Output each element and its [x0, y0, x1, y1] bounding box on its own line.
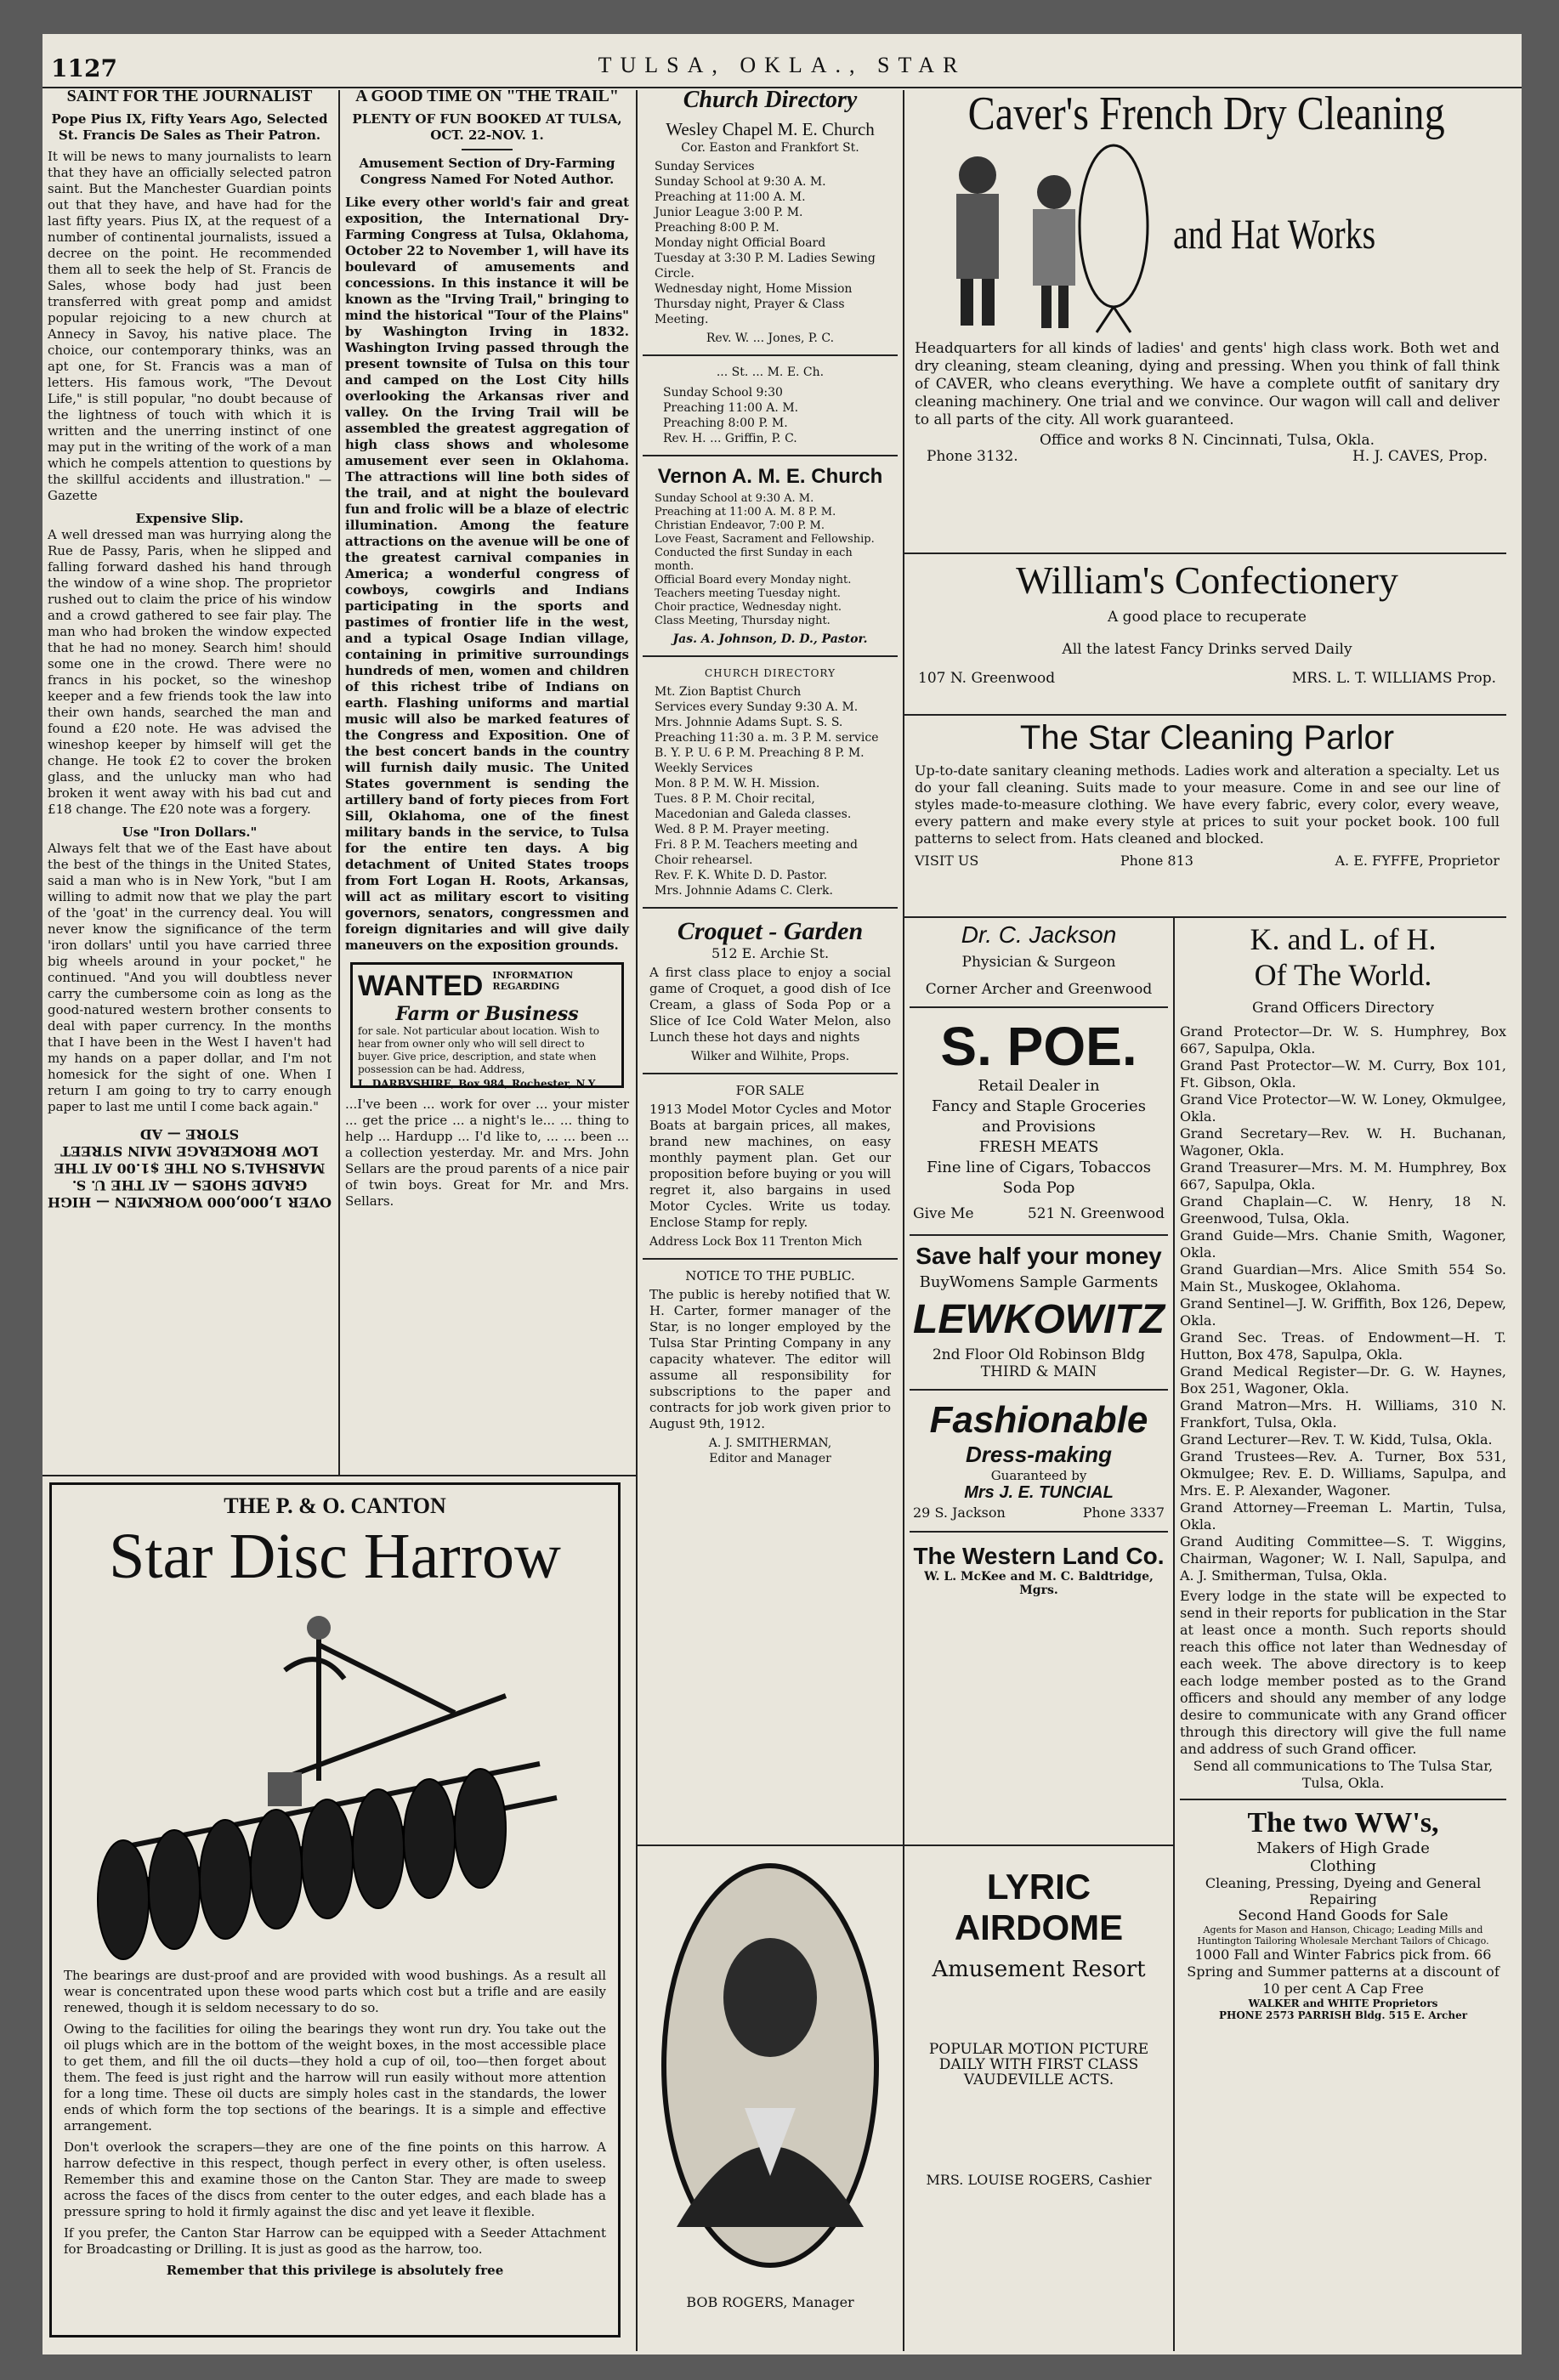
lyric-line-1: POPULAR MOTION PICTURE — [928, 2041, 1149, 2058]
officer-entry: Grand Lecturer—Rev. T. W. Kidd, Tulsa, Okla. — [1180, 1431, 1493, 1448]
lyric-cashier: MRS. LOUISE ROGERS, Cashier — [926, 2172, 1152, 2188]
poe-line: and Provisions — [982, 1118, 1096, 1136]
officer-entry: Grand Medical Register—Dr. G. W. Haynes, Box 251, Wagoner, Okla. — [1180, 1363, 1506, 1397]
poe-line: Fine line of Cigars, Tobaccos — [927, 1159, 1151, 1176]
ww-proprietors: WALKER and WHITE Proprietors — [1248, 1998, 1438, 2009]
caver-phone: Phone 3132. — [927, 448, 1018, 465]
wesley-name: Wesley Chapel M. E. Church — [666, 119, 875, 139]
wanted-title: WANTED — [358, 970, 484, 1002]
trail-subhead: PLENTY OF FUN BOOKED AT TULSA, OCT. 22-NOV. 1. — [352, 111, 622, 143]
ww-line-3: Cleaning, Pressing, Dyeing and General Repairing — [1205, 1875, 1482, 1907]
poe-line: Fancy and Staple Groceries — [932, 1097, 1146, 1115]
jackson-address: Corner Archer and Greenwood — [925, 981, 1153, 998]
trail-article: Like every other world's fair and great exposition, the International Dry-Farming Congress at Tulsa, Oklahoma, October 22 to November 1, will have its boulevard of amusements and concessions. In this instance it will be known as the "Irving Trail," bringing to mind the historical "Tour of the Plains" by Washington Irving in 1832. Washington Irving passed through the present townsite of Tulsa on this tour and camped on the Lost City hills overlooking the Arkansas river and valley. On the Irving Trail will be assembled the greatest aggregation of high class shows and wholesome amusement ever seen in Oklahoma. The attractions will line both sides of the trail, and at night the boulevard fun and frolic will be a blaze of electric illumination. Among the feature attractions on the avenue will be one of the greatest carnival companies in America; a wonderful congress of cowboys, cowgirls and Indians participating in the sports and pastimes of frontier life in the west, and a typical Osage Indian village, containing in primitive surroundings hundreds of men, women and children of this richest tribe of Indians on earth. Flashing uniforms and martial music will also be marked features of the Congress and Exposition. One of the best concert bands in the country will furnish daily music. The United States government is sending the artillery band of forty pieces from Fort Sill, Oklahoma, one of the finest military bands in the service, to Tulsa for the entire ten days. A big detachment of United States troops from Fort Logan H. Roots, Arkansas, will act as military escort to visiting governors, senators, congressmen and foreign dignitaries and will give daily maneuvers on the exposition grounds. — [345, 195, 629, 953]
ww-title: The two WW's, — [1247, 1807, 1439, 1839]
slip-article: A well dressed man was hurrying along the Rue de Passy, Paris, when he slipped and falling forward dashed his hand through the window of a wine shop. The proprietor rushed out to claim the price of his window and a crowd gathered to see fair play. The man who had broken the window expected that he had no money. Search him! should some one in the crowd. There were no francs in his pocket, so the wineshop keeper and a few friends took the law into their own hands, searched the man and found a £20 note. He was advised the wineshop keeper by himself will get the change. He took £2 to cover the broken glass, and the unlucky man who had broken it went away with his bad cut and £18 change. The £20 note was a forgery. — [48, 527, 332, 817]
page-number: 1127 — [51, 54, 117, 82]
vernon-pastor: Jas. A. Johnson, D. D., Pastor. — [672, 632, 868, 646]
poe-line: Soda Pop — [1002, 1179, 1075, 1197]
vernon-services — [655, 492, 886, 628]
harrow-bearings: The bearings are dust-proof and are provided with wood bushings. As a result all wear is concentrated upon these wood parts which cost but a trifle and are easily renewed, though it is seldom necessary to do so. — [64, 1968, 606, 2015]
fashionable-sub: Dress-making — [966, 1442, 1112, 1467]
saint-article: It will be news to many journalists to learn that they have an officially selected patron saint. But the Manchester Guardian points out that they have, and have had for the last fifty years. Pius IX, at the request of a number of continental journalists, issued a decree on the point. He recommended them all to seek the help of St. Francis de Sales, whose body had just been transferred with great pomp and amidst popular rejoicing to a new church at Annecy in Savoy, his native place. The choice, our contemporary thinks, was an apt one, for St. Francis was a man of letters. His famous work, "The Devout Life," is still popular, "no doubt because of the lightness of touch with which it is written and the unerring instinct of one may put in the writing of the work of a man which he compels attention to questions by the skillful accidents and illustration." — Gazette — [48, 149, 332, 503]
lewkowitz-corner: THIRD & MAIN — [980, 1363, 1097, 1380]
masthead-bar — [43, 49, 1522, 88]
upside-down-ad: OVER 1,000,000 WORKMEN — HIGH GRADE SHOES — AT THE U. S. MARSHAL'S ON THE $1.00 AT THE LOW BROKERAGE MAIN STREET STORE — AD — [48, 1126, 332, 1210]
zion-services — [655, 684, 886, 898]
service-line: Sunday School at 9:30 A. M. — [655, 492, 814, 505]
trail-subhead-2: Amusement Section of Dry-Farming Congress Named For Noted Author. — [359, 156, 615, 187]
croquet-proprietors: Wilker and Wilhite, Props. — [690, 1050, 850, 1063]
trail-headline: A GOOD TIME ON "THE TRAIL" — [355, 87, 619, 105]
kl-title-1: K. and L. of H. — [1250, 922, 1437, 956]
croquet-address: 512 E. Archie St. — [711, 945, 830, 961]
ww-line-6: 1000 Fall and Winter Fabrics pick from. 66 Spring and Summer patterns at a discount of 10 per cent A Cap Free — [1187, 1946, 1499, 1997]
officer-entry: Grand Matron—Mrs. H. Williams, 310 N. Frankfort, Tulsa, Okla. — [1180, 1397, 1506, 1431]
notice-heading: NOTICE TO THE PUBLIC. — [685, 1268, 855, 1284]
fashionable-phone: Phone 3337 — [1082, 1504, 1165, 1521]
service-line: Sunday School 9:30 — [663, 386, 783, 400]
kl-officers — [1180, 1023, 1506, 1584]
service-line: Teachers meeting Tuesday night. — [655, 587, 841, 600]
newspaper-page — [43, 34, 1522, 2354]
cleaning-illustration — [918, 141, 1165, 337]
disc-harrow-illustration — [64, 1594, 608, 1968]
section-rule — [43, 1475, 636, 1476]
star-cleaning-text: Up-to-date sanitary cleaning methods. Ladies work and alteration a specialty. Let us do your fall cleaning. Suits made to your measure. Come in and see our line of styles made-to-measure clothing. We have every fabric, every color, every weave, every pattern and make every style at prices to suit your pocket book. 100 full patterns to select from. Hats cleaned and blocked. — [915, 762, 1499, 847]
williams-ad — [910, 558, 1505, 711]
fashionable-guaranteed: Guaranteed by — [990, 1468, 1087, 1483]
service-line: Choir practice, Wednesday night. — [655, 601, 842, 614]
divider — [643, 655, 898, 657]
service-line: Preaching 8:00 P. M. — [655, 221, 780, 235]
star-proprietor: A. E. FYFFE, Proprietor — [1335, 853, 1499, 869]
kl-send: Send all communications to The Tulsa Star, Tulsa, Okla. — [1193, 1758, 1494, 1791]
wanted-address: L. DARBYSHIRE, Box 984, Rochester, N.Y. — [358, 1078, 598, 1090]
service-line: B. Y. P. U. 6 P. M. Preaching 8 P. M. — [655, 746, 865, 760]
poe-line: Retail Dealer in — [978, 1077, 1100, 1095]
officer-entry: Grand Sentinel—J. W. Griffith, Box 126, Depew, Okla. — [1180, 1295, 1506, 1329]
lewkowitz-address: 2nd Floor Old Robinson Bldg — [932, 1346, 1146, 1363]
column-rule — [338, 90, 340, 1476]
service-line: Junior League 3:00 P. M. — [655, 206, 803, 219]
divider — [643, 354, 898, 356]
harrow-maker: THE P. & O. CANTON — [224, 1493, 446, 1518]
caver-proprietor: H. J. CAVES, Prop. — [1352, 448, 1488, 465]
lyric-line-3: VAUDEVILLE ACTS. — [963, 2071, 1114, 2088]
saint-subhead: Pope Pius IX, Fifty Years Ago, Selected St. Francis De Sales as Their Patron. — [51, 111, 328, 143]
portrait-oval — [643, 1853, 898, 2295]
lyric-title-2: AIRDOME — [954, 1907, 1124, 1947]
service-line: Thursday night, Prayer & Class Meeting. — [655, 298, 845, 326]
ww-line-5: Agents for Mason and Hanson, Chicago; Leading Mills and Huntington Tailoring Wholesale Merchant Tailors of Chicago. — [1197, 1924, 1489, 1946]
officer-entry: Grand Treasurer—Mrs. M. M. Humphrey, Box 667, Sapulpa, Okla. — [1180, 1159, 1506, 1193]
photo-caption: BOB ROGERS, Manager — [686, 2294, 854, 2310]
caver-ad — [910, 87, 1505, 546]
harrow-oiling: Owing to the facilities for oiling the bearings they wont run dry. You take out the oil plugs which are in the bottom of the weight boxes, in the most accessible place to get them, and fill the oil ducts—they hold a cup of oil, too—then forget about them. The feed is just right and the harrow will run easily without more attention for a long time. These oil ducts are simply holes cast in the standards, the lower ends of which form the top sections of the bearings. It is a simple and effective arrangement. — [64, 2021, 606, 2134]
lyric-subtitle: Amusement Resort — [932, 1957, 1146, 1982]
service-line: Wed. 8 P. M. Prayer meeting. — [655, 823, 830, 836]
wesley-location: Cor. Easton and Frankfort St. — [681, 141, 859, 155]
section-rule — [903, 552, 1506, 554]
poe-address: 521 N. Greenwood — [1027, 1205, 1165, 1222]
kl-title-2: Of The World. — [1254, 958, 1432, 992]
ww-line-2: Clothing — [1309, 1857, 1377, 1875]
ww-line-1: Makers of High Grade — [1256, 1839, 1430, 1857]
column-1 — [48, 87, 332, 1472]
poe-line: FRESH MEATS — [978, 1138, 1099, 1156]
notice-text: The public is hereby notified that W. H. Carter, former manager of the Star, is no longer employed by the Tulsa Star Printing Company in any capacity whatever. The editor will assume all responsibility for subscriptions to the paper and contracts for job work given prior to August 9th, 1912. — [649, 1287, 891, 1431]
column-4-middle — [910, 921, 1168, 1848]
wanted-side: INFORMATION REGARDING — [492, 970, 574, 992]
harrow-scrapers: Don't overlook the scrapers—they are one of the fine points on this harrow. A harrow defective in this respect, though perfect in every other, is often useless. Remember this and examine those on the Canton Star. They are made to sweep across the faces of the discs from center to the outer edges, and each blade has a pressure spring to hold it firmly against the disc and yet leave it flexible. — [64, 2139, 606, 2219]
section-rule — [903, 916, 1506, 918]
vernon-name: Vernon A. M. E. Church — [657, 465, 883, 488]
service-line: Monday night Official Board — [655, 236, 826, 250]
column-2 — [345, 87, 629, 1472]
wanted-text: for sale. Not particular about location. Wish to hear from owner only who will sell direct to buyer. Give price, description, and state when possession can be had. Address, — [358, 1025, 599, 1075]
star-visit: VISIT US — [915, 853, 979, 869]
kl-closing: Every lodge in the state will be expected to send in their reports for publication in the Star at least once a month. Such reports should reach this office not later than Wednesday of each week. The above directory is to keep each lodge member posted as to the Grand officers and should any member of any lodge desire to communicate with any Grand officer through this directory will give the full name and address of such Grand officer. — [1180, 1588, 1506, 1757]
officer-entry: Grand Chaplain—C. W. Henry, 18 N. Greenwood, Tulsa, Okla. — [1180, 1193, 1506, 1227]
service-line: Love Feast, Sacrament and Fellowship. Conducted the first Sunday in each month. — [655, 533, 875, 573]
service-line: Mrs. Johnnie Adams Supt. S. S. — [655, 716, 843, 729]
lyric-line-2: DAILY WITH FIRST CLASS — [938, 2056, 1139, 2073]
section-rule — [903, 714, 1506, 716]
divider — [462, 149, 513, 150]
divider — [910, 1531, 1168, 1533]
lewkowitz-name: LEWKOWITZ — [913, 1297, 1165, 1342]
officer-entry: Grand Secretary—Rev. W. H. Buchanan, Wagoner, Okla. — [1180, 1125, 1506, 1159]
saint-headline: SAINT FOR THE JOURNALIST — [66, 87, 313, 105]
fashionable-name: Mrs J. E. TUNCIAL — [964, 1483, 1114, 1502]
divider — [643, 907, 898, 909]
lyric-title-1: LYRIC — [986, 1867, 1091, 1907]
fashionable-address: 29 S. Jackson — [913, 1504, 1006, 1521]
service-line: Wednesday night, Home Mission — [655, 282, 853, 296]
poe-left: Give Me — [913, 1205, 974, 1222]
lyric-airdome-ad — [910, 1853, 1168, 2338]
sale-heading: FOR SALE — [735, 1083, 805, 1098]
sale-text: 1913 Model Motor Cycles and Motor Boats at bargain prices, all makes, brand new machines, on easy monthly payment plan. Get our proposition before buying or you will regret it, also bargains in used Motor Cycles. Write us today. Enclose Stamp for reply. — [649, 1102, 891, 1230]
dollars-article: Always felt that we of the East have about the best of the things in the United States, said a man who is in New York, "but I am willing to admit now that we play the part of the 'goat' in the currency deal. You will never know the significance of the term 'iron dollars' until you have carried three big wheels around in your pocket," he continued. "And you will doubtless never carry the cumbersome coin as long as the good-natured western brother consents to deal with paper currency. In the months that I have been in the West I haven't had my hands on a paper dollar, and I'm not homesick for the sight of one. When I return I am going to try to carry enough paper to last me until I come back again." — [48, 841, 332, 1114]
croquet-title: Croquet - Garden — [677, 917, 864, 945]
portrait-block — [643, 1853, 898, 2338]
service-line: Weekly Services — [655, 762, 753, 775]
harrow-ad — [49, 1482, 621, 2338]
service-line: Sunday School at 9:30 A. M. — [655, 175, 826, 189]
column-rule — [903, 90, 904, 2351]
officer-entry: Grand Auditing Committee—S. T. Wiggins, Chairman, Wagoner; W. I. Nall, Sapulpa, and A. J. Smitherman, Tulsa, Okla. — [1180, 1533, 1506, 1584]
column-5 — [1180, 921, 1506, 2349]
dollars-subhead: Use "Iron Dollars." — [122, 824, 258, 840]
caver-office: Office and works 8 N. Cincinnati, Tulsa, Okla. — [1039, 432, 1375, 449]
officer-entry: Grand Guardian—Mrs. Alice Smith 554 So. Main St., Muskogee, Oklahoma. — [1180, 1261, 1506, 1295]
williams-proprietor: MRS. L. T. WILLIAMS Prop. — [1291, 670, 1496, 687]
officer-entry: Grand Protector—Dr. W. S. Humphrey, Box 667, Sapulpa, Okla. — [1180, 1023, 1506, 1057]
caver-text: Headquarters for all kinds of ladies' and gents' high class work. Both wet and dry cleaning, steam cleaning, dying and pressing. When you think of fall think of CAVER, who cleans everything. We have a complete outfit of sanitary dry cleaning machinery. One trial and we convince. Our wagon will call and deliver to all parts of the city. All work guaranteed. — [915, 340, 1499, 428]
second-church-name: ... St. ... M. E. Ch. — [716, 366, 825, 379]
divider — [1180, 1799, 1506, 1800]
service-line: Preaching at 11:00 A. M. 8 P. M. — [655, 506, 836, 518]
kl-subtitle: Grand Officers Directory — [1252, 1000, 1434, 1017]
jackson-name: Dr. C. Jackson — [961, 921, 1117, 948]
service-line: Preaching at 11:00 A. M. — [655, 190, 806, 204]
service-line: Tuesday at 3:30 P. M. Ladies Sewing Circle. — [655, 252, 876, 280]
notice-signature-title: Editor and Manager — [709, 1452, 831, 1465]
service-line: Rev. F. K. White D. D. Pastor. — [655, 869, 828, 882]
zion-heading: CHURCH DIRECTORY — [704, 667, 836, 679]
service-line: Preaching 11:00 A. M. — [663, 401, 799, 415]
officer-entry: Grand Sec. Treas. of Endowment—H. T. Hutton, Box 478, Sapulpa, Okla. — [1180, 1329, 1506, 1363]
service-line: Rev. H. ... Griffin, P. C. — [663, 432, 797, 445]
williams-title: William's Confectionery — [1016, 558, 1398, 602]
divider — [643, 1073, 898, 1074]
church-directory-title: Church Directory — [683, 87, 858, 113]
star-phone: Phone 813 — [1120, 853, 1193, 869]
croquet-text: A first class place to enjoy a social game of Croquet, a good dish of Ice Cream, a glass of Soda Pop or a Slice of Ice Cold Water Melon, also Lunch these hot days and nights — [649, 965, 891, 1045]
star-cleaning-title: The Star Cleaning Parlor — [1019, 719, 1395, 756]
officer-entry: Grand Vice Protector—W. W. Loney, Okmulgee, Okla. — [1180, 1091, 1506, 1125]
column-rule — [636, 90, 638, 2351]
divider — [643, 455, 898, 456]
divider — [910, 1234, 1168, 1236]
ww-phone: PHONE 2573 PARRISH Bldg. 515 E. Archer — [1218, 2009, 1468, 2021]
officer-entry: Grand Guide—Mrs. Chanie Smith, Wagoner, Okla. — [1180, 1227, 1506, 1261]
service-line: Mt. Zion Baptist Church — [655, 685, 802, 699]
column-rule — [1173, 918, 1175, 2351]
wanted-ad — [350, 962, 624, 1088]
service-line: Tues. 8 P. M. Choir recital, Macedonian and Galeda classes. — [655, 792, 852, 821]
service-line: Mrs. Johnnie Adams C. Clerk. — [655, 884, 833, 898]
service-line: Sunday Services — [655, 160, 755, 173]
western-land-names: W. L. McKee and M. C. Baldtridge, Mgrs. — [924, 1570, 1154, 1597]
wesley-services — [655, 159, 886, 327]
harrow-privilege: Remember that this privilege is absolutely free — [166, 2263, 504, 2278]
slip-subhead: Expensive Slip. — [135, 511, 244, 526]
caver-title: Caver's French Dry Cleaning — [967, 88, 1445, 140]
service-line: Mon. 8 P. M. W. H. Mission. — [655, 777, 820, 790]
service-line: Class Meeting, Thursday night. — [655, 615, 831, 627]
service-line: Preaching 11:30 a. m. 3 P. M. service — [655, 731, 879, 745]
jackson-role: Physician & Surgeon — [961, 954, 1116, 971]
column-3 — [643, 87, 898, 1465]
officer-entry: Grand Trustees—Rev. A. Turner, Box 531, Okmulgee; Rev. E. D. Williams, Sapulpa, and Mrs. E. P. Alexander, Wagoner. — [1180, 1448, 1506, 1499]
divider — [643, 1258, 898, 1260]
sale-address: Address Lock Box 11 Trenton Mich — [649, 1235, 863, 1249]
divider — [910, 1389, 1168, 1391]
williams-line-1: A good place to recuperate — [1108, 609, 1307, 626]
harrow-seeder: If you prefer, the Canton Star Harrow can be equipped with a Seeder Attachment for Broadcasting or Drilling. It is just as good as the harrow, too. — [64, 2225, 606, 2257]
harrow-title: Star Disc Harrow — [109, 1521, 561, 1592]
second-church-services — [663, 385, 877, 446]
wesley-pastor: Rev. W. ... Jones, P. C. — [706, 332, 835, 345]
ww-line-4: Second Hand Goods for Sale — [1238, 1907, 1448, 1924]
service-line: Preaching 8:00 P. M. — [663, 416, 788, 430]
divider — [910, 1006, 1168, 1008]
service-line: Fri. 8 P. M. Teachers meeting and Choir rehearsel. — [655, 838, 858, 867]
sellars-item: ...I've been ... work for over ... your mister ... get the price ... a night's le... ... thing to help ... Hardupp ... I'd like to, ... ... been ... a collection yesterday. Mr. and Mrs. John Sellars are the proud parents of a nice pair of twin boys. Great for Mr. and Mrs. Sellars. — [345, 1096, 629, 1209]
service-line: Official Board every Monday night. — [655, 574, 852, 586]
williams-line-2: All the latest Fancy Drinks served Daily — [1062, 641, 1352, 658]
caver-subtitle: and Hat Works — [1173, 210, 1376, 258]
fashionable-title: Fashionable — [929, 1399, 1148, 1441]
wanted-sub: Farm or Business — [395, 1003, 579, 1025]
lewkowitz-headline: Save half your money — [916, 1243, 1162, 1269]
officer-entry: Grand Past Protector—W. M. Curry, Box 101, Ft. Gibson, Okla. — [1180, 1057, 1506, 1091]
western-land-title: The Western Land Co. — [913, 1543, 1165, 1569]
masthead: TULSA, OKLA., STAR — [598, 53, 967, 77]
star-cleaning-ad — [910, 719, 1505, 913]
poe-lines — [910, 1076, 1168, 1198]
service-line: Christian Endeavor, 7:00 P. M. — [655, 519, 825, 532]
officer-entry: Grand Attorney—Freeman L. Martin, Tulsa, Okla. — [1180, 1499, 1506, 1533]
lewkowitz-sub: BuyWomens Sample Garments — [919, 1273, 1159, 1291]
service-line: Services every Sunday 9:30 A. M. — [655, 700, 859, 714]
notice-signature: A. J. SMITHERMAN, — [708, 1436, 832, 1450]
poe-name: S. POE. — [940, 1016, 1137, 1077]
williams-address: 107 N. Greenwood — [918, 670, 1056, 687]
